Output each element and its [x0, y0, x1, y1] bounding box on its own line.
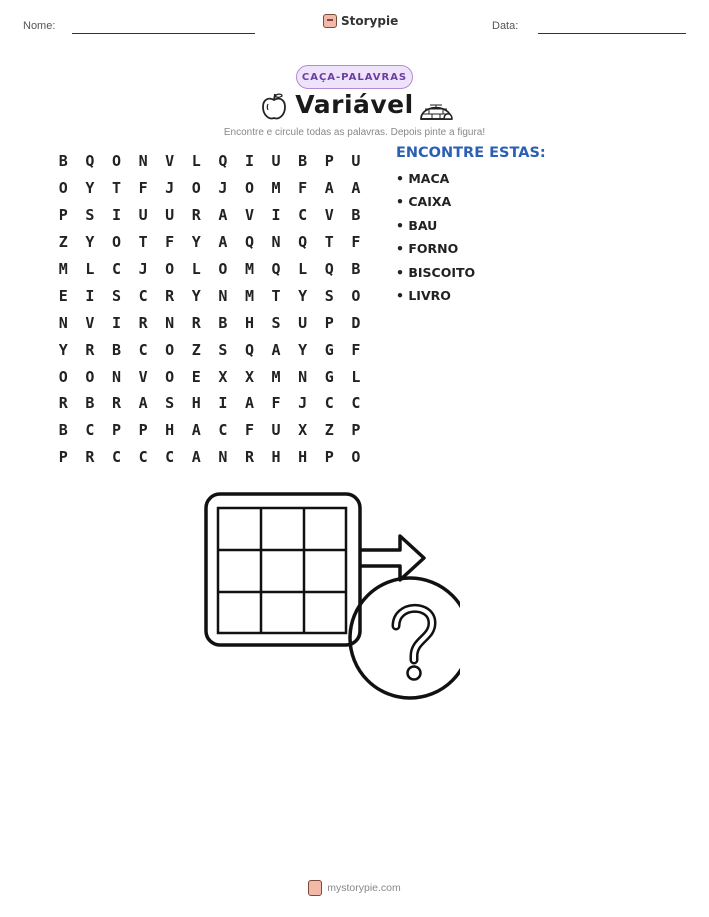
grid-letter[interactable]: O [191, 179, 201, 198]
variable-illustration [200, 488, 460, 703]
grid-letter[interactable]: S [111, 286, 121, 305]
footer-site-link[interactable]: mystorypie.com [327, 882, 401, 894]
grid-letter[interactable]: R [191, 206, 201, 225]
grid-letter[interactable]: P [351, 421, 361, 440]
instructions: Encontre e circule todas as palavras. Depois pinte a figura! [223, 127, 486, 138]
grid-letter[interactable]: A [218, 206, 228, 225]
grid-letter[interactable]: C [351, 394, 361, 413]
date-label: Data: [492, 20, 519, 32]
word-item-biscoito: • BISCOITO [396, 264, 476, 280]
grid-letter[interactable]: V [244, 206, 254, 225]
grid-letter[interactable]: C [218, 421, 228, 440]
title-row [0, 90, 709, 124]
grid-letter[interactable]: S [85, 206, 95, 225]
grid-letter[interactable]: M [244, 260, 254, 278]
grid-letter[interactable]: F [138, 179, 148, 198]
grid-row [50, 202, 370, 229]
grid-letter[interactable]: D [351, 313, 361, 332]
name-field-line[interactable] [72, 33, 255, 34]
word-list-panel [396, 145, 546, 311]
grid-letter[interactable]: Q [244, 340, 254, 359]
grid-letter[interactable]: J [218, 179, 228, 198]
grid-letter[interactable]: H [271, 448, 281, 467]
grid-letter[interactable]: P [324, 448, 334, 467]
grid-letter[interactable]: H [244, 313, 254, 332]
grid-letter[interactable]: B [85, 394, 95, 413]
grid-letter[interactable]: O [58, 179, 68, 198]
grid-letter[interactable]: Y [58, 340, 68, 359]
grid-letter[interactable]: C [165, 448, 175, 467]
grid-letter[interactable]: O [351, 286, 361, 305]
grid-letter[interactable]: T [324, 233, 334, 252]
word-item-maca: • MACA [396, 171, 450, 186]
grid-letter[interactable]: C [298, 206, 308, 225]
brand [323, 14, 398, 28]
grid-letter[interactable]: L [191, 152, 201, 171]
grid-letter[interactable]: I [111, 313, 121, 332]
grid-letter[interactable]: L [85, 260, 95, 278]
grid-letter[interactable]: C [138, 448, 148, 467]
grid-letter[interactable]: H [298, 448, 308, 467]
grid-letter[interactable]: X [244, 367, 254, 386]
grid-letter[interactable]: R [111, 394, 121, 413]
grid-letter[interactable]: Q [218, 152, 228, 171]
grid-letter[interactable]: U [351, 152, 361, 171]
grid-letter[interactable]: A [191, 448, 201, 467]
grid-letter[interactable]: N [298, 367, 308, 386]
grid-letter[interactable]: M [271, 367, 281, 386]
grid-letter[interactable]: F [271, 394, 281, 413]
grid-letter[interactable]: C [324, 394, 334, 413]
grid-letter[interactable]: N [218, 286, 228, 305]
grid-letter[interactable]: U [138, 206, 148, 225]
grid-letter[interactable]: O [111, 233, 121, 252]
grid-letter[interactable]: Q [85, 152, 95, 171]
grid-letter[interactable]: S [218, 340, 228, 359]
grid-letter[interactable]: G [324, 367, 334, 386]
grid-letter[interactable]: T [111, 179, 121, 198]
grid-letter[interactable]: Y [85, 233, 95, 252]
grid-letter[interactable]: O [58, 367, 68, 386]
page-title: Variável [295, 90, 414, 119]
grid-letter[interactable]: C [85, 421, 95, 440]
grid-letter[interactable]: U [165, 206, 175, 225]
grid-letter[interactable]: Y [191, 233, 201, 252]
grid-letter[interactable]: C [138, 340, 148, 359]
grid-letter[interactable]: Z [324, 421, 334, 440]
grid-letter[interactable]: F [244, 421, 254, 440]
grid-row [50, 256, 370, 283]
grid-letter[interactable]: J [165, 179, 175, 198]
grid-letter[interactable]: E [191, 367, 201, 386]
storypie-logo-icon [323, 14, 337, 28]
grid-row [50, 229, 370, 256]
grid-letter[interactable]: V [85, 313, 95, 332]
grid-letter[interactable]: A [324, 179, 334, 198]
word-item-caixa: • CAIXA [396, 194, 452, 210]
grid-letter[interactable]: J [138, 260, 148, 278]
grid-letter[interactable]: C [111, 260, 121, 278]
grid-letter[interactable]: Q [324, 260, 334, 278]
grid-letter[interactable]: R [165, 286, 175, 305]
grid-letter[interactable]: A [351, 179, 361, 198]
grid-letter[interactable]: B [111, 340, 121, 359]
grid-letter[interactable]: H [191, 394, 201, 413]
question-circle-icon [350, 578, 460, 698]
grid-letter[interactable]: U [298, 313, 308, 332]
grid-row [50, 390, 370, 417]
word-search-grid [50, 148, 370, 471]
grid-letter[interactable]: S [271, 313, 281, 332]
grid-letter[interactable]: M [244, 286, 254, 305]
grid-letter[interactable]: M [271, 179, 281, 198]
grid-letter[interactable]: I [218, 394, 228, 413]
grid-letter[interactable]: B [218, 313, 228, 332]
grid-letter[interactable]: X [298, 421, 308, 440]
grid-letter[interactable]: B [351, 260, 361, 278]
grid-letter[interactable]: I [271, 206, 281, 225]
word-item-forno: • FORNO [396, 241, 459, 257]
grid-letter[interactable]: A [191, 421, 201, 440]
brand-name: Storypie [341, 14, 399, 28]
grid-letter[interactable]: F [298, 179, 308, 198]
grid-letter[interactable]: B [58, 152, 68, 171]
grid-letter[interactable]: R [138, 313, 148, 332]
grid-letter[interactable]: Y [85, 179, 95, 198]
grid-letter[interactable]: Q [298, 233, 308, 252]
grid-row [50, 282, 370, 309]
grid-letter[interactable]: L [351, 367, 361, 386]
grid-letter[interactable]: O [165, 367, 175, 386]
grid-letter[interactable]: V [165, 152, 175, 171]
date-field-line[interactable] [538, 33, 686, 34]
grid-row [50, 336, 370, 363]
grid-letter[interactable]: A [218, 233, 228, 252]
grid-letter[interactable]: U [271, 152, 281, 171]
worksheet-header [0, 0, 709, 50]
grid-letter[interactable]: O [218, 260, 228, 278]
grid-row [50, 175, 370, 202]
grid-letter[interactable]: Z [191, 340, 201, 359]
igloo-icon [418, 94, 454, 122]
grid-letter[interactable]: R [191, 313, 201, 332]
grid-letter[interactable]: P [138, 421, 148, 440]
word-item-bau: • BAU [396, 217, 438, 233]
grid-letter[interactable]: O [165, 260, 175, 278]
grid-letter[interactable]: Q [244, 233, 254, 252]
storypie-logo-icon [308, 880, 322, 896]
grid-letter[interactable]: C [111, 448, 121, 467]
grid-letter[interactable]: T [271, 286, 281, 305]
grid-letter[interactable]: F [165, 233, 175, 252]
grid-letter[interactable]: V [324, 206, 334, 225]
grid-letter[interactable]: N [165, 313, 175, 332]
grid-letter[interactable]: N [138, 152, 148, 171]
grid-row [50, 444, 370, 471]
grid-letter[interactable]: B [298, 152, 308, 171]
grid-letter[interactable]: G [324, 340, 334, 359]
activity-badge: CAÇA-PALAVRAS [296, 65, 413, 89]
grid-letter[interactable]: N [218, 448, 228, 467]
grid-letter[interactable]: R [244, 448, 254, 467]
grid-letter[interactable]: O [165, 340, 175, 359]
grid-box-icon [206, 494, 360, 645]
grid-letter[interactable]: X [218, 367, 228, 386]
grid-letter[interactable]: P [324, 313, 334, 332]
grid-letter[interactable]: S [324, 286, 334, 305]
grid-letter[interactable]: I [85, 286, 95, 305]
grid-letter[interactable]: M [58, 260, 68, 278]
grid-letter[interactable]: U [271, 421, 281, 440]
grid-letter[interactable]: P [58, 448, 68, 467]
grid-letter[interactable]: P [324, 152, 334, 171]
grid-letter[interactable]: S [165, 394, 175, 413]
arrow-right-icon [360, 536, 424, 580]
grid-letter[interactable]: B [351, 206, 361, 225]
grid-letter[interactable]: L [191, 260, 201, 278]
grid-letter[interactable]: I [244, 152, 254, 171]
grid-letter[interactable]: O [244, 179, 254, 198]
grid-letter[interactable]: Y [191, 286, 201, 305]
grid-letter[interactable]: I [111, 206, 121, 225]
grid-letter[interactable]: R [58, 394, 68, 413]
grid-letter[interactable]: A [138, 394, 148, 413]
grid-letter[interactable]: H [165, 421, 175, 440]
grid-letter[interactable]: P [58, 206, 68, 225]
grid-letter[interactable]: Y [298, 286, 308, 305]
grid-letter[interactable]: A [244, 394, 254, 413]
grid-letter[interactable]: A [271, 340, 281, 359]
grid-letter[interactable]: R [85, 340, 95, 359]
grid-row [50, 148, 370, 175]
grid-letter[interactable]: T [138, 233, 148, 252]
grid-letter[interactable]: E [58, 286, 68, 305]
grid-letter[interactable]: J [298, 394, 308, 413]
grid-letter[interactable]: N [58, 313, 68, 332]
grid-letter[interactable]: O [85, 367, 95, 386]
grid-letter[interactable]: C [138, 286, 148, 305]
grid-letter[interactable]: L [298, 260, 308, 278]
grid-letter[interactable]: Y [298, 340, 308, 359]
grid-letter[interactable]: N [271, 233, 281, 252]
grid-letter[interactable]: F [351, 233, 361, 252]
grid-letter[interactable]: Z [58, 233, 68, 252]
word-list-heading: ENCONTRE ESTAS: [396, 145, 546, 161]
grid-row [50, 363, 370, 390]
grid-letter[interactable]: R [85, 448, 95, 467]
grid-row [50, 417, 370, 444]
word-item-livro: • LIVRO [396, 287, 451, 303]
grid-letter[interactable]: V [138, 367, 148, 386]
grid-letter[interactable]: F [351, 340, 361, 359]
grid-letter[interactable]: Q [271, 260, 281, 278]
grid-letter[interactable]: P [111, 421, 121, 440]
footer [0, 880, 709, 896]
name-label: Nome: [23, 20, 56, 32]
grid-letter[interactable]: O [351, 448, 361, 467]
grid-letter[interactable]: N [111, 367, 121, 386]
grid-letter[interactable]: O [111, 152, 121, 171]
grid-row [50, 309, 370, 336]
grid-letter[interactable]: B [58, 421, 68, 440]
